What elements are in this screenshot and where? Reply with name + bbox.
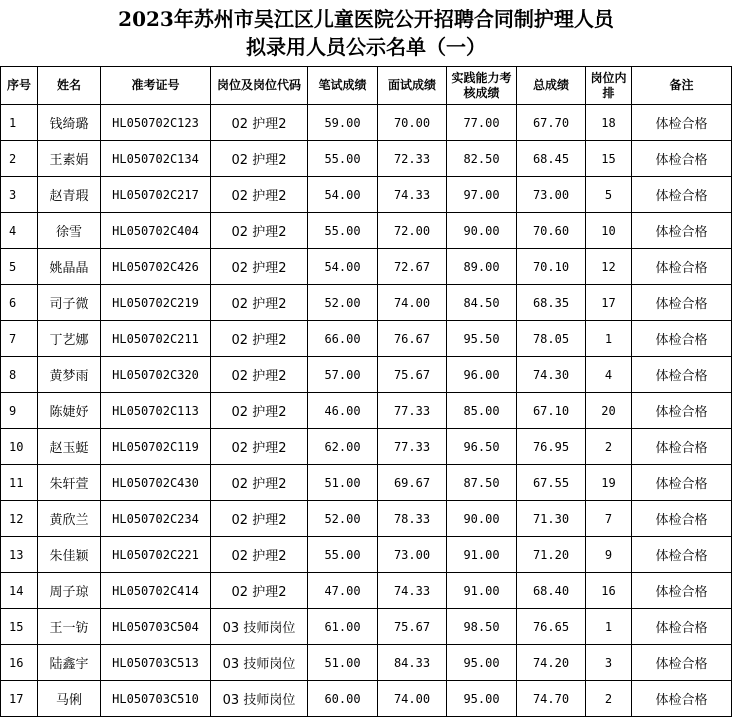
cell-exam-id: HL050702C217: [101, 177, 211, 213]
cell-name: 朱佳颖: [38, 537, 101, 573]
cell-rank: 19: [586, 465, 632, 501]
cell-exam-id: HL050702C134: [101, 141, 211, 177]
cell-exam-id: HL050702C123: [101, 105, 211, 141]
cell-practical: 77.00: [447, 105, 517, 141]
cell-practical: 97.00: [447, 177, 517, 213]
cell-post: 02 护理2: [211, 249, 308, 285]
table-body: [1, 105, 732, 717]
cell-interview: 74.00: [378, 285, 447, 321]
table-row: [1, 285, 732, 321]
cell-total: 67.10: [517, 393, 586, 429]
cell-written: 55.00: [308, 537, 378, 573]
cell-exam-id: HL050702C219: [101, 285, 211, 321]
cell-practical: 98.50: [447, 609, 517, 645]
cell-total: 70.10: [517, 249, 586, 285]
header-name: 姓名: [38, 67, 101, 105]
cell-post: 02 护理2: [211, 213, 308, 249]
cell-note: 体检合格: [632, 465, 732, 501]
cell-interview: 74.00: [378, 681, 447, 717]
cell-exam-id: HL050702C404: [101, 213, 211, 249]
cell-no: 8: [1, 357, 38, 393]
cell-note: 体检合格: [632, 141, 732, 177]
cell-interview: 75.67: [378, 357, 447, 393]
cell-no: 11: [1, 465, 38, 501]
cell-no: 13: [1, 537, 38, 573]
cell-name: 赵玉蜓: [38, 429, 101, 465]
cell-interview: 77.33: [378, 393, 447, 429]
cell-practical: 96.50: [447, 429, 517, 465]
cell-interview: 70.00: [378, 105, 447, 141]
cell-written: 52.00: [308, 285, 378, 321]
cell-name: 丁艺娜: [38, 321, 101, 357]
cell-no: 3: [1, 177, 38, 213]
cell-exam-id: HL050702C426: [101, 249, 211, 285]
cell-total: 68.40: [517, 573, 586, 609]
cell-interview: 72.67: [378, 249, 447, 285]
cell-note: 体检合格: [632, 357, 732, 393]
cell-no: 14: [1, 573, 38, 609]
cell-written: 59.00: [308, 105, 378, 141]
cell-exam-id: HL050702C320: [101, 357, 211, 393]
header-exam-id: 准考证号: [101, 67, 211, 105]
cell-post: 02 护理2: [211, 465, 308, 501]
cell-written: 47.00: [308, 573, 378, 609]
table-row: [1, 645, 732, 681]
cell-no: 9: [1, 393, 38, 429]
cell-rank: 10: [586, 213, 632, 249]
cell-name: 马俐: [38, 681, 101, 717]
header-practical: 实践能力考核成绩: [447, 67, 517, 105]
cell-interview: 74.33: [378, 177, 447, 213]
cell-total: 74.70: [517, 681, 586, 717]
cell-rank: 15: [586, 141, 632, 177]
cell-exam-id: HL050703C510: [101, 681, 211, 717]
cell-exam-id: HL050702C221: [101, 537, 211, 573]
page-title: [0, 0, 732, 66]
table-row: [1, 573, 732, 609]
header-no: 序号: [1, 67, 38, 105]
cell-total: 68.35: [517, 285, 586, 321]
cell-name: 黄欣兰: [38, 501, 101, 537]
cell-name: 徐雪: [38, 213, 101, 249]
cell-interview: 72.33: [378, 141, 447, 177]
cell-practical: 90.00: [447, 501, 517, 537]
cell-rank: 4: [586, 357, 632, 393]
table-row: [1, 249, 732, 285]
cell-rank: 3: [586, 645, 632, 681]
cell-written: 61.00: [308, 609, 378, 645]
cell-rank: 1: [586, 321, 632, 357]
cell-total: 71.20: [517, 537, 586, 573]
header-written: 笔试成绩: [308, 67, 378, 105]
cell-post: 03 技师岗位: [211, 609, 308, 645]
table-row: [1, 501, 732, 537]
cell-exam-id: HL050702C119: [101, 429, 211, 465]
cell-practical: 96.00: [447, 357, 517, 393]
cell-post: 03 技师岗位: [211, 681, 308, 717]
cell-written: 66.00: [308, 321, 378, 357]
cell-no: 1: [1, 105, 38, 141]
cell-no: 17: [1, 681, 38, 717]
cell-rank: 17: [586, 285, 632, 321]
cell-no: 2: [1, 141, 38, 177]
header-rank: 岗位内排: [586, 67, 632, 105]
cell-name: 王一钫: [38, 609, 101, 645]
cell-written: 54.00: [308, 177, 378, 213]
title-line-2: 拟录用人员公示名单（一）: [246, 35, 486, 59]
cell-written: 51.00: [308, 465, 378, 501]
cell-name: 王素娟: [38, 141, 101, 177]
cell-written: 52.00: [308, 501, 378, 537]
cell-written: 51.00: [308, 645, 378, 681]
cell-no: 5: [1, 249, 38, 285]
table-row: [1, 537, 732, 573]
cell-total: 67.70: [517, 105, 586, 141]
cell-rank: 20: [586, 393, 632, 429]
table-row: [1, 609, 732, 645]
cell-no: 16: [1, 645, 38, 681]
table-row: [1, 357, 732, 393]
cell-rank: 12: [586, 249, 632, 285]
cell-post: 02 护理2: [211, 429, 308, 465]
cell-note: 体检合格: [632, 609, 732, 645]
cell-note: 体检合格: [632, 681, 732, 717]
cell-practical: 91.00: [447, 573, 517, 609]
cell-note: 体检合格: [632, 393, 732, 429]
cell-no: 6: [1, 285, 38, 321]
cell-rank: 9: [586, 537, 632, 573]
cell-interview: 75.67: [378, 609, 447, 645]
cell-note: 体检合格: [632, 573, 732, 609]
cell-post: 02 护理2: [211, 321, 308, 357]
table-row: [1, 681, 732, 717]
cell-name: 朱轩萱: [38, 465, 101, 501]
cell-name: 司子微: [38, 285, 101, 321]
cell-no: 15: [1, 609, 38, 645]
cell-total: 76.65: [517, 609, 586, 645]
cell-note: 体检合格: [632, 177, 732, 213]
cell-post: 03 技师岗位: [211, 645, 308, 681]
table-row: [1, 141, 732, 177]
cell-exam-id: HL050702C234: [101, 501, 211, 537]
cell-rank: 16: [586, 573, 632, 609]
cell-name: 黄梦雨: [38, 357, 101, 393]
cell-post: 02 护理2: [211, 501, 308, 537]
table-row: [1, 105, 732, 141]
cell-total: 74.20: [517, 645, 586, 681]
cell-rank: 7: [586, 501, 632, 537]
cell-note: 体检合格: [632, 285, 732, 321]
cell-total: 71.30: [517, 501, 586, 537]
cell-rank: 2: [586, 429, 632, 465]
cell-practical: 87.50: [447, 465, 517, 501]
cell-post: 02 护理2: [211, 573, 308, 609]
cell-name: 周子琼: [38, 573, 101, 609]
cell-written: 46.00: [308, 393, 378, 429]
cell-name: 赵青瑕: [38, 177, 101, 213]
title-line-1: 2023年苏州市吴江区儿童医院公开招聘合同制护理人员: [118, 7, 614, 31]
cell-post: 02 护理2: [211, 357, 308, 393]
cell-post: 02 护理2: [211, 393, 308, 429]
cell-written: 57.00: [308, 357, 378, 393]
header-note: 备注: [632, 67, 732, 105]
cell-post: 02 护理2: [211, 537, 308, 573]
cell-practical: 91.00: [447, 537, 517, 573]
table-row: [1, 213, 732, 249]
cell-no: 10: [1, 429, 38, 465]
cell-interview: 74.33: [378, 573, 447, 609]
cell-post: 02 护理2: [211, 177, 308, 213]
cell-practical: 84.50: [447, 285, 517, 321]
cell-interview: 84.33: [378, 645, 447, 681]
cell-total: 76.95: [517, 429, 586, 465]
table-row: [1, 393, 732, 429]
cell-exam-id: HL050702C430: [101, 465, 211, 501]
cell-exam-id: HL050703C513: [101, 645, 211, 681]
cell-interview: 77.33: [378, 429, 447, 465]
cell-rank: 1: [586, 609, 632, 645]
cell-interview: 76.67: [378, 321, 447, 357]
cell-no: 7: [1, 321, 38, 357]
cell-practical: 95.50: [447, 321, 517, 357]
cell-rank: 2: [586, 681, 632, 717]
cell-note: 体检合格: [632, 105, 732, 141]
cell-no: 4: [1, 213, 38, 249]
cell-practical: 89.00: [447, 249, 517, 285]
cell-practical: 90.00: [447, 213, 517, 249]
cell-note: 体检合格: [632, 537, 732, 573]
cell-note: 体检合格: [632, 501, 732, 537]
cell-name: 姚晶晶: [38, 249, 101, 285]
cell-post: 02 护理2: [211, 105, 308, 141]
cell-interview: 73.00: [378, 537, 447, 573]
cell-practical: 95.00: [447, 681, 517, 717]
cell-written: 62.00: [308, 429, 378, 465]
header-total: 总成绩: [517, 67, 586, 105]
table-row: [1, 429, 732, 465]
cell-practical: 95.00: [447, 645, 517, 681]
cell-exam-id: HL050702C211: [101, 321, 211, 357]
cell-rank: 5: [586, 177, 632, 213]
cell-written: 60.00: [308, 681, 378, 717]
cell-practical: 85.00: [447, 393, 517, 429]
cell-name: 钱绮璐: [38, 105, 101, 141]
cell-note: 体检合格: [632, 249, 732, 285]
cell-post: 02 护理2: [211, 285, 308, 321]
cell-written: 54.00: [308, 249, 378, 285]
header-row: [1, 67, 732, 105]
cell-exam-id: HL050703C504: [101, 609, 211, 645]
cell-total: 68.45: [517, 141, 586, 177]
table-row: [1, 465, 732, 501]
cell-name: 陈婕妤: [38, 393, 101, 429]
header-interview: 面试成绩: [378, 67, 447, 105]
cell-exam-id: HL050702C113: [101, 393, 211, 429]
cell-total: 70.60: [517, 213, 586, 249]
results-table: [0, 66, 732, 717]
cell-total: 73.00: [517, 177, 586, 213]
cell-interview: 72.00: [378, 213, 447, 249]
cell-practical: 82.50: [447, 141, 517, 177]
header-post: 岗位及岗位代码: [211, 67, 308, 105]
cell-name: 陆鑫宇: [38, 645, 101, 681]
cell-total: 78.05: [517, 321, 586, 357]
cell-post: 02 护理2: [211, 141, 308, 177]
cell-total: 74.30: [517, 357, 586, 393]
table-row: [1, 321, 732, 357]
cell-note: 体检合格: [632, 429, 732, 465]
cell-interview: 69.67: [378, 465, 447, 501]
cell-note: 体检合格: [632, 321, 732, 357]
cell-note: 体检合格: [632, 213, 732, 249]
cell-no: 12: [1, 501, 38, 537]
table-row: [1, 177, 732, 213]
cell-note: 体检合格: [632, 645, 732, 681]
cell-written: 55.00: [308, 213, 378, 249]
cell-total: 67.55: [517, 465, 586, 501]
cell-written: 55.00: [308, 141, 378, 177]
cell-rank: 18: [586, 105, 632, 141]
cell-exam-id: HL050702C414: [101, 573, 211, 609]
cell-interview: 78.33: [378, 501, 447, 537]
